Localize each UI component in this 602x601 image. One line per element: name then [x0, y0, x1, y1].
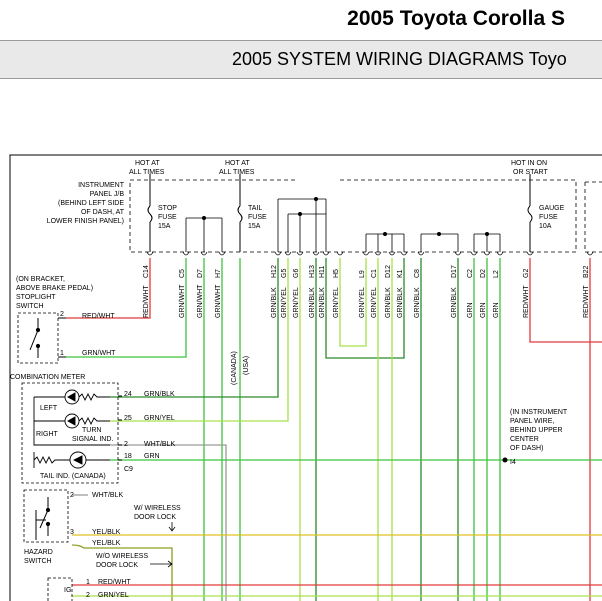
tail-fuse-l1: TAIL: [248, 205, 263, 212]
connector-bracket: [313, 252, 319, 255]
connector-label: L9: [359, 270, 366, 278]
connector-label: G5: [281, 268, 288, 278]
connector-label: G6: [293, 268, 300, 278]
panel-wire-l5: OF DASH): [510, 445, 544, 452]
usa-label: (USA): [243, 355, 250, 375]
connector-bracket: [285, 252, 291, 255]
tail-fuse-l3: 15A: [248, 223, 261, 230]
meter-pin-18: 18: [124, 453, 132, 460]
gauge-fuse-l2: FUSE: [539, 214, 558, 221]
connector-bracket: [484, 252, 490, 255]
connector-bracket: [455, 252, 461, 255]
splice-i4-dot: [503, 458, 508, 463]
connector-label: H11: [319, 265, 326, 278]
stoplight-l2: ABOVE BRAKE PEDAL): [16, 285, 94, 292]
gauge-fuse-icon: [528, 174, 532, 252]
panel-wire-l2: PANEL WIRE,: [510, 418, 555, 425]
connector-bracket: [363, 252, 369, 255]
stoplight-l3: STOPLIGHT: [16, 294, 56, 301]
left-label: LEFT: [40, 405, 58, 412]
wire-color-label: GRN/BLK: [451, 287, 458, 318]
connector-label: H7: [215, 269, 222, 278]
connector-label: H12: [271, 265, 278, 278]
wire-color-label: GRN/WHT: [179, 284, 186, 318]
ig-pin-2: 2: [86, 592, 90, 599]
ig-label: IG: [64, 587, 72, 594]
wire-color-label: GRN/YEL: [371, 287, 378, 318]
ig-wire-2: GRN/YEL: [98, 592, 129, 599]
connector-bracket: [183, 252, 189, 255]
wo-wireless-l1: W/O WIRELESS: [96, 553, 149, 560]
hazard-pin-3: 3: [70, 529, 74, 536]
w-wireless-l1: W/ WIRELESS: [134, 505, 181, 512]
tail-fuse-icon: [238, 174, 242, 252]
wire-color-label: GRN/WHT: [197, 284, 204, 318]
hazard-switch-l2: SWITCH: [24, 558, 52, 565]
connector-bracket: [587, 252, 593, 255]
panel-wire-l1: (IN INSTRUMENT: [510, 409, 568, 416]
wire-color-label: GRN/BLK: [271, 287, 278, 318]
wire-color-label: GRN/WHT: [215, 284, 222, 318]
connector-label: C2: [467, 269, 474, 278]
connector-label: D2: [480, 269, 487, 278]
stop-wire-2: RED/WHT: [82, 313, 115, 320]
wire-color-label: RED/WHT: [143, 285, 150, 318]
connector-bracket: [201, 252, 207, 255]
wire-color-label: GRN: [480, 302, 487, 318]
connector-label: D17: [451, 265, 458, 278]
connector-label: C14: [143, 265, 150, 278]
connector-label: K1: [397, 269, 404, 278]
connector-label: G2: [523, 268, 530, 278]
wire-color-label: GRN/BLK: [309, 287, 316, 318]
tail-indicator-icon: [34, 452, 110, 468]
right-label: RIGHT: [36, 431, 58, 438]
gauge-fuse-l3: 10A: [539, 223, 552, 230]
meter-wire-2: WHT/BLK: [144, 441, 176, 448]
stop-fuse-l3: 15A: [158, 223, 171, 230]
wo-wireless-arrow-icon: [150, 561, 172, 567]
connector-bracket: [418, 252, 424, 255]
meter-pin-24: 24: [124, 391, 132, 398]
meter-pin-2: 2: [124, 441, 128, 448]
connector-bracket: [147, 252, 153, 255]
document-subtitle: 2005 SYSTEM WIRING DIAGRAMS Toyo: [232, 49, 567, 69]
stoplight-l4: SWITCH: [16, 303, 44, 310]
stoplight-l1: (ON BRACKET,: [16, 276, 66, 283]
wire-color-label: GRN/YEL: [359, 287, 366, 318]
panel-wire-l4: CENTER: [510, 436, 539, 443]
instrument-panel-jb-label: [47, 182, 125, 225]
stop-pin-1: 1: [60, 350, 64, 357]
hot-in-on-b: OR START: [513, 169, 548, 176]
connector-bracket: [389, 252, 395, 255]
wire-color-label: GRN/YEL: [293, 287, 300, 318]
w-wireless-l2: DOOR LOCK: [134, 514, 177, 521]
jb-box: [130, 180, 576, 252]
connector-brackets: [147, 252, 593, 255]
w-wireless-arrow-icon: [169, 522, 175, 531]
connector-label: C5: [179, 269, 186, 278]
wire-color-label: GRN/BLK: [385, 287, 392, 318]
connector-label: B22: [583, 265, 590, 278]
meter-pin-ticks: [118, 396, 122, 460]
hazard-switch-icon: [36, 497, 50, 540]
splice-i4-label: I4: [510, 459, 516, 466]
hot-in-on-a: HOT IN ON: [511, 160, 548, 167]
meter-wire-25: GRN/YEL: [144, 415, 175, 422]
meter-wire-18: GRN: [144, 453, 160, 460]
document-title: 2005 Toyota Corolla S: [347, 7, 565, 30]
wire-color-label: GRN: [467, 302, 474, 318]
meter-connector: C9: [124, 466, 133, 473]
connector-bracket: [527, 252, 533, 255]
wire-color-label: GRN/YEL: [333, 287, 340, 318]
wire-color-label: GRN/BLK: [397, 287, 404, 318]
ig-pin-1: 1: [86, 579, 90, 586]
connector-bracket: [323, 252, 329, 255]
wire-color-label: GRN/YEL: [281, 287, 288, 318]
panel-wire-l3: BEHIND UPPER: [510, 427, 563, 434]
meter-pin-25: 25: [124, 415, 132, 422]
wire-color-label: GRN: [493, 302, 500, 318]
connector-bracket: [401, 252, 407, 255]
connector-bracket: [337, 252, 343, 255]
hazard-wire-3: YEL/BLK: [92, 529, 121, 536]
ig-wire-1: RED/WHT: [98, 579, 131, 586]
jb-line-1: INSTRUMENT: [78, 182, 124, 189]
hazard-switch-l1: HAZARD: [24, 549, 53, 556]
connector-bracket: [497, 252, 503, 255]
connector-label: C8: [414, 269, 421, 278]
connector-bracket: [219, 252, 225, 255]
wire-color-label: GRN/BLK: [414, 287, 421, 318]
meter-wire-24: GRN/BLK: [144, 391, 175, 398]
jb-line-5: LOWER FINISH PANEL): [46, 218, 124, 225]
hazard-wire-2: WHT/BLK: [92, 492, 124, 499]
tail-ind-label: TAIL IND. (CANADA): [40, 473, 106, 480]
connector-label: D7: [197, 269, 204, 278]
stop-pin-2: 2: [60, 311, 64, 318]
yel-blk-label: YEL/BLK: [92, 540, 121, 547]
connector-bracket: [275, 252, 281, 255]
tail-fuse-l2: FUSE: [248, 214, 267, 221]
stop-wire-1: GRN/WHT: [82, 350, 116, 357]
wo-wireless-l2: DOOR LOCK: [96, 562, 139, 569]
signal-ind-label: SIGNAL IND.: [72, 436, 114, 443]
jb-box-2: [585, 182, 602, 252]
canada-label: (CANADA): [231, 351, 238, 385]
hot-label-1a: HOT AT: [135, 160, 160, 167]
connector-label: L2: [493, 270, 500, 278]
connector-label: H5: [333, 269, 340, 278]
combination-meter-label: COMBINATION METER: [10, 374, 86, 381]
gauge-fuse-l1: GAUGE: [539, 205, 565, 212]
stop-fuse-icon: [148, 174, 152, 252]
connector-label: C1: [371, 269, 378, 278]
jb-bus-lines: [186, 197, 500, 252]
hazard-pin-2: 2: [70, 492, 74, 499]
hot-label-2b: ALL TIMES: [219, 169, 255, 176]
hazard-switch-box: [24, 490, 68, 542]
wire-color-label: RED/WHT: [583, 285, 590, 318]
connector-bracket: [471, 252, 477, 255]
stop-fuse-l2: FUSE: [158, 214, 177, 221]
stop-fuse-l1: STOP: [158, 205, 177, 212]
turn-label: TURN: [82, 427, 102, 434]
connector-bracket: [297, 252, 303, 255]
connector-label: D12: [385, 265, 392, 278]
hot-label-1b: ALL TIMES: [129, 169, 165, 176]
connector-bracket: [375, 252, 381, 255]
hot-label-2a: HOT AT: [225, 160, 250, 167]
connector-label: H13: [309, 265, 316, 278]
jb-line-4: OF DASH, AT: [80, 209, 124, 216]
wire-color-label: GRN/BLK: [319, 287, 326, 318]
jb-line-3: (BEHIND LEFT SIDE: [58, 200, 124, 207]
jb-line-2: PANEL J/B: [89, 191, 124, 198]
wire-color-label: RED/WHT: [523, 285, 530, 318]
